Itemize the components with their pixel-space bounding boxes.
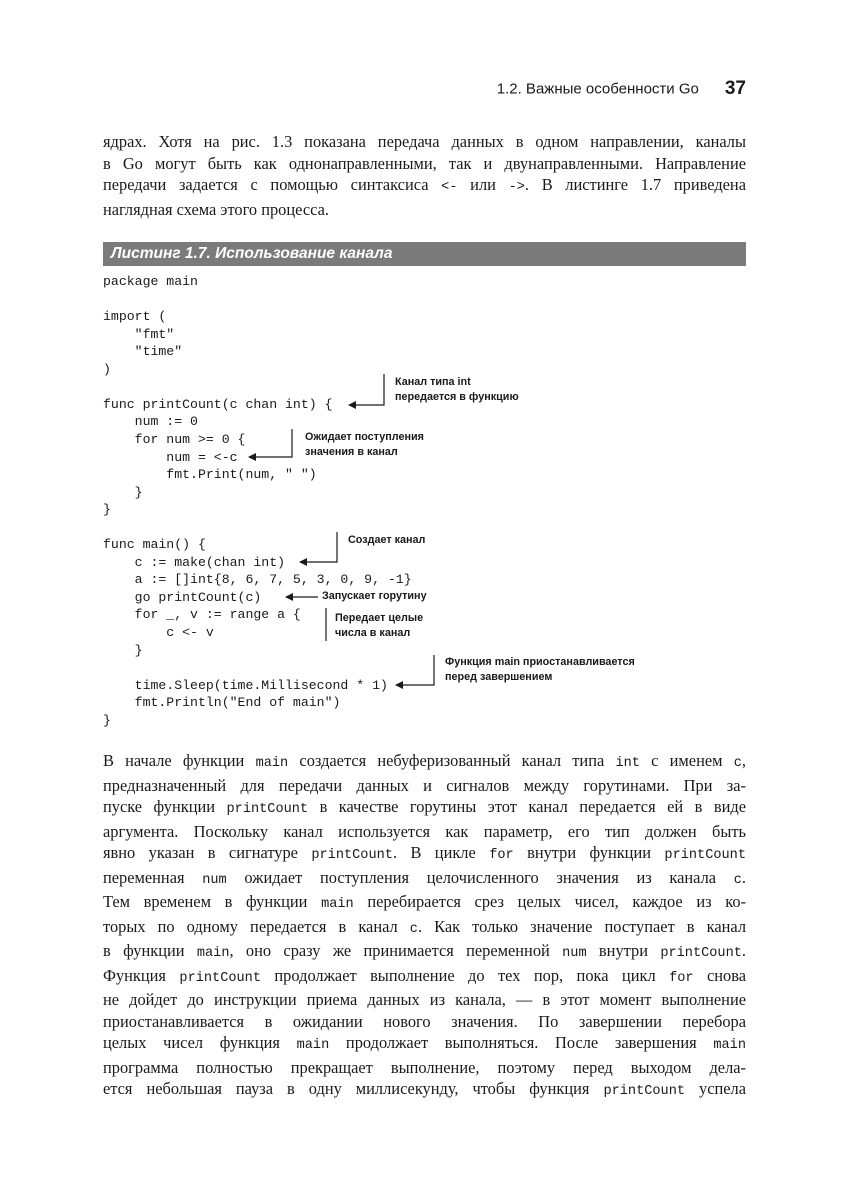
- text-run: Тем временем в функции: [103, 892, 322, 911]
- text-run: передачи задается с помощью синтаксиса: [103, 175, 442, 194]
- annotation-sends-ints: Передает целые числа в канал: [335, 612, 424, 639]
- text-run: торых по одному передается в канал: [103, 916, 410, 936]
- running-head-title: 1.2. Важные особенности Go: [496, 80, 699, 98]
- inline-code: main: [321, 897, 354, 912]
- annotation-creates-channel: Создает канал: [348, 534, 426, 546]
- text-run: не дойдет до инструкции приема данных из канала, — в этот момент выполнение: [103, 990, 746, 1009]
- arrow-creates-channel: [300, 532, 337, 562]
- paragraph-line: [103, 1032, 746, 1057]
- inline-code: main: [713, 1038, 746, 1053]
- code-line: }: [103, 484, 143, 500]
- text-run: продолжает выполняться. После завершения: [329, 1033, 714, 1052]
- paragraph-line: [103, 891, 746, 916]
- text-run: программа полностью прекращает выполнение, поэтому перед выходом дела-: [103, 1057, 746, 1077]
- code-line: c := make(chan int): [103, 554, 286, 570]
- paragraph-line: [103, 1078, 746, 1103]
- paragraph-line: [103, 842, 746, 867]
- paragraph-line: [103, 153, 746, 175]
- paragraph-line: [103, 940, 746, 965]
- annotation-main-pauses: Функция main приостанавливается перед завершением: [445, 656, 635, 683]
- annotation-waits-value: Ожидает поступления значения в канал: [305, 431, 424, 458]
- inline-code: c: [733, 756, 742, 771]
- text-run: явно указан в сигнатуре: [103, 843, 312, 862]
- text-run: внутри функции: [513, 843, 665, 862]
- inline-code: ->: [508, 180, 525, 195]
- text-run: в качестве горутины этот канал передается ей в виде: [308, 797, 746, 816]
- paragraph-line: [103, 796, 746, 821]
- code-line: num := 0: [103, 414, 198, 430]
- body-paragraph: [103, 750, 746, 1103]
- code-line: }: [103, 502, 111, 518]
- inline-code: printCount: [311, 848, 393, 863]
- text-run: внутри: [586, 941, 661, 960]
- text-run: продолжает выполнение до тех пор, пока цикл: [260, 965, 670, 985]
- code-line: fmt.Print(num, " "): [103, 467, 317, 483]
- code-line: go printCount(c): [103, 589, 262, 605]
- text-run: .: [741, 941, 746, 960]
- inline-code: main: [255, 756, 289, 771]
- text-run: , оно сразу же принимается переменной: [229, 941, 563, 960]
- inline-code: int: [615, 756, 640, 771]
- code-line: time.Sleep(time.Millisecond * 1): [103, 677, 388, 693]
- code-line: }: [103, 712, 111, 728]
- inline-code: main: [296, 1038, 330, 1053]
- inline-code: for: [489, 848, 514, 863]
- text-run: ется небольшая пауза в одну миллисекунду, чтобы функция: [103, 1079, 604, 1098]
- paragraph-line: [103, 1057, 746, 1079]
- paragraph-line: [103, 131, 746, 153]
- paragraph-line: [103, 965, 746, 990]
- inline-code: num: [202, 872, 227, 888]
- arrow-channel-param: [349, 374, 384, 405]
- code-line: ): [103, 361, 111, 377]
- text-run: в Go могут быть как однонаправленными, так и двунаправленными. Направление: [103, 153, 746, 173]
- inline-code: printCount: [226, 802, 309, 817]
- listing-title-bar: Листинг 1.7. Использование канала: [103, 242, 746, 266]
- text-run: целых чисел функция: [103, 1033, 297, 1052]
- paragraph-line: [103, 867, 746, 892]
- inline-code: printCount: [179, 970, 261, 986]
- code-line: }: [103, 642, 143, 658]
- inline-code: <-: [441, 180, 458, 195]
- code-line: a := []int{8, 6, 7, 5, 3, 0, 9, -1}: [103, 572, 412, 588]
- text-run: аргумента. Поскольку канал используется как параметр, его тип должен быть: [103, 821, 746, 841]
- text-run: с именем: [639, 751, 734, 770]
- text-run: или: [457, 175, 509, 194]
- code-line: func printCount(c chan int) {: [103, 396, 333, 412]
- paragraph-line: [103, 989, 746, 1011]
- text-run: ожидает поступления целочисленного значения из канала: [226, 867, 734, 887]
- paragraph-line: [103, 775, 746, 797]
- text-run: пуске функции: [103, 797, 227, 816]
- inline-code: c: [409, 921, 418, 937]
- annotation-channel-param: Канал типа int передается в функцию: [395, 376, 519, 403]
- paragraph-line: [103, 750, 746, 775]
- text-run: ,: [741, 751, 747, 770]
- text-run: ядрах. Хотя на рис. 1.3 показана передача данных в одном направлении, каналы: [103, 132, 746, 151]
- inline-code: printCount: [660, 946, 742, 961]
- text-run: Функция: [103, 965, 180, 985]
- paragraph-line: [103, 174, 746, 199]
- code-line: fmt.Println("End of main"): [103, 695, 341, 711]
- text-run: снова: [693, 965, 747, 985]
- code-line: num = <-c: [103, 449, 238, 465]
- code-line: c <- v: [103, 625, 214, 640]
- text-run: успела: [685, 1079, 746, 1098]
- inline-code: for: [669, 970, 694, 986]
- inline-code: printCount: [603, 1084, 686, 1099]
- inline-code: main: [196, 946, 230, 961]
- paragraph-line: [103, 821, 746, 843]
- code-line: "time": [103, 344, 183, 360]
- text-run: . В цикле: [392, 843, 490, 862]
- text-run: предназначенный для передачи данных и сигналов между горутинами. При за-: [103, 775, 746, 795]
- code-line: for num >= 0 {: [103, 431, 246, 447]
- text-run: перебирается срез целых чисел, каждое из ко-: [353, 892, 747, 911]
- arrow-main-pauses: [396, 655, 434, 685]
- text-run: переменная: [103, 867, 203, 887]
- paragraph-line: [103, 916, 746, 941]
- code-line: for _, v := range a {: [103, 607, 301, 623]
- text-run: в функции: [103, 941, 197, 960]
- inline-code: num: [562, 946, 587, 961]
- paragraph-line: [103, 199, 746, 221]
- text-run: В начале функции: [103, 751, 256, 770]
- text-run: .: [741, 867, 746, 887]
- code-line: "fmt": [103, 326, 175, 342]
- text-run: . В листинге 1.7 приведена: [524, 175, 746, 194]
- annotation-starts-goroutine: Запускает горутину: [322, 590, 427, 602]
- text-run: приостанавливается в ожидании нового значения. По завершении перебора: [103, 1011, 746, 1031]
- page-number: 37: [724, 78, 746, 99]
- code-line: import (: [103, 309, 167, 325]
- text-run: создается небуферизованный канал типа: [288, 751, 616, 770]
- running-head: [103, 78, 746, 104]
- text-run: . Как только значение поступает в канал: [417, 916, 746, 936]
- intro-paragraph: [103, 131, 746, 220]
- code-line: package main: [103, 274, 198, 289]
- inline-code: c: [733, 872, 742, 888]
- text-run: наглядная схема этого процесса.: [103, 199, 329, 219]
- code-line: func main() {: [103, 537, 206, 553]
- arrow-waits-value: [249, 429, 292, 457]
- paragraph-line: [103, 1011, 746, 1033]
- inline-code: printCount: [664, 848, 746, 863]
